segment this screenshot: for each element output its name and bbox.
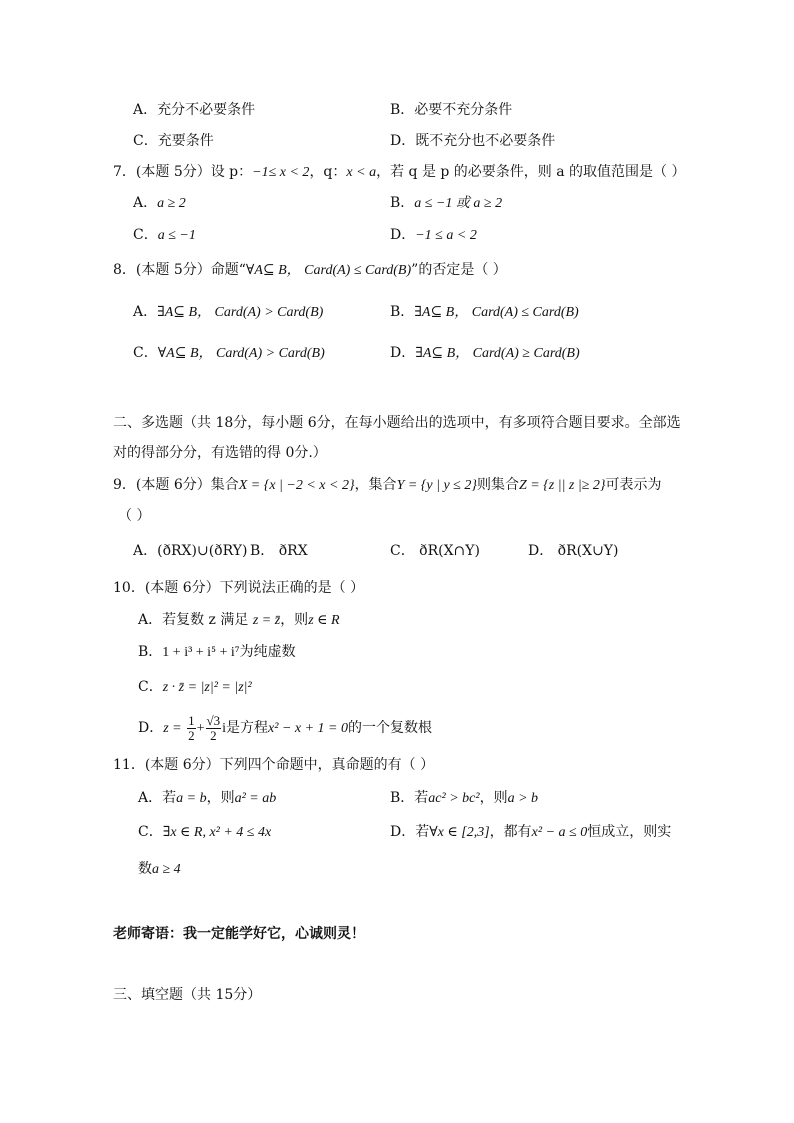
q7-option-a [133, 193, 186, 214]
fraction-one-half [187, 714, 196, 743]
q8-stem [113, 260, 507, 281]
q7-option-c [133, 225, 196, 246]
option-label: D． [390, 345, 416, 361]
q11-option-d-math-2: x² − a ≤ 0 [531, 825, 588, 840]
q11-option-b [390, 788, 538, 809]
q9-set-x: X = {x | −2 < x < 2} [238, 478, 355, 493]
q9-stem [113, 475, 662, 496]
q10-option-d-z: z = [163, 721, 182, 736]
q10-option-d-text-2: 的一个复数根 [348, 720, 432, 736]
q8-option-a [133, 302, 323, 323]
option-label: C． [138, 824, 163, 840]
q11-option-c-math: ∃x ∈ R, x² + 4 ≤ 4x [162, 825, 272, 840]
q11-option-c [138, 822, 271, 843]
q10-option-a-math: z = z̄ [252, 613, 281, 628]
q9-stem-text-3: 则集合 [476, 477, 519, 493]
q7-option-a-math: a ≥ 2 [157, 196, 186, 211]
q11-option-a-math-2: a² = ab [234, 791, 277, 806]
q11-stem: 11．(本题 6分）下列四个命题中，真命题的有（ ） [113, 757, 435, 773]
q11-option-d-text-3: 恒成立，则实 [587, 824, 672, 840]
option-label: B． [390, 304, 415, 320]
fraction-denominator: 2 [210, 727, 217, 743]
q11-option-a-text-2: ，则 [206, 790, 235, 806]
imaginary-unit: i [222, 721, 227, 736]
q9-stem-text-4: 可表示为 [605, 477, 662, 493]
q7-option-c-math: a ≤ −1 [157, 228, 196, 243]
option-label: C． [138, 679, 163, 695]
q9-stem-text: 9．(本题 6分）集合 [113, 477, 239, 493]
plus-sign: + [196, 721, 205, 736]
q7-stem [113, 162, 686, 183]
section2-heading-line1: 二、多选题（共 18分，每小题 6分，在每小题给出的选项中，有多项符合题目要求。全部选 [113, 415, 681, 431]
q9-option-b: B． ðRX [250, 543, 308, 559]
option-label: C． [133, 345, 158, 361]
q7-stem-text-3: ，若 q 是 p 的必要条件，则 a 的取值范围是（ ） [376, 164, 686, 180]
q11-option-b-math: ac² > bc² [428, 791, 480, 806]
q11-option-d-math-3: a ≥ 4 [152, 862, 181, 877]
q9-stem-text-2: ，集合 [354, 477, 397, 493]
q10-option-d-equation: x² − x + 1 = 0 [268, 721, 348, 736]
option-label: A． [133, 195, 158, 211]
q11-option-a-text: A．若 [138, 790, 177, 806]
q8-option-c [133, 343, 325, 364]
q7-option-b-math: a ≤ −1 或 a ≥ 2 [414, 196, 503, 211]
q10-option-b [138, 642, 296, 663]
q11-option-d-text-2: ，都有 [489, 824, 532, 840]
q10-option-d [138, 712, 432, 745]
q11-option-b-text-2: ，则 [479, 790, 508, 806]
section2-heading-line2: 对的得部分分，有选错的得 0分.） [113, 445, 327, 461]
q11-option-d-continued [138, 859, 181, 880]
q8-stem-text-2: ”的否定是（ ） [411, 262, 507, 278]
q10-option-a-math-2: z ∈ R [308, 613, 340, 628]
q8-option-a-math: ∃A⊆ B， Card(A) > Card(B) [157, 305, 324, 320]
q7-stem-text: 7．(本题 5分）设 p： [113, 164, 253, 180]
q9-set-y: Y = {y | y ≤ 2} [396, 478, 477, 493]
q11-option-b-math-2: a > b [507, 791, 539, 806]
q7-p-condition: −1≤ x < 2 [252, 165, 310, 180]
option-label: C． [133, 227, 158, 243]
q7-option-d [390, 225, 477, 246]
q8-option-b-math: ∃A⊆ B， Card(A) ≤ Card(B) [414, 305, 579, 320]
option-label: B． [390, 195, 415, 211]
q10-stem: 10．(本题 6分）下列说法正确的是（ ） [113, 580, 365, 596]
q6-option-a: A．充分不必要条件 [133, 102, 256, 118]
q11-option-a-math: a = b [176, 791, 207, 806]
q7-stem-text-2: ，q： [309, 164, 347, 180]
q9-answer-paren: （ ） [118, 508, 151, 524]
q8-proposition: ∀A⊆ B， Card(A) ≤ Card(B) [245, 263, 412, 278]
section3-heading: 三、填空题（共 15分） [113, 987, 262, 1003]
q8-option-b [390, 302, 579, 323]
q10-option-b-text: 为纯虚数 [239, 644, 296, 660]
q6-option-d: D．既不充分也不必要条件 [390, 133, 556, 149]
fraction-root3-half [206, 714, 222, 743]
q10-option-c-math: z · z̄ = |z|² = |z|² [162, 680, 252, 695]
q10-option-a [138, 610, 340, 631]
fraction-denominator: 2 [188, 727, 195, 743]
q9-option-a: A．(ðRX)∪(ðRY) [133, 543, 248, 559]
q11-option-b-text: B．若 [390, 790, 429, 806]
q7-option-b [390, 193, 502, 214]
q7-option-d-math: −1 ≤ a < 2 [415, 228, 477, 243]
q10-option-d-text: 是方程 [226, 720, 269, 736]
q9-set-z: Z = {z || z |≥ 2} [518, 478, 606, 493]
option-label: D． [138, 720, 164, 736]
option-label: B． [138, 644, 163, 660]
teacher-motto: 老师寄语：我一定能学好它，心诚则灵！ [113, 926, 365, 942]
q10-option-a-text: A．若复数 z 满足 [138, 612, 249, 628]
q10-option-c [138, 677, 252, 698]
q8-option-d-math: ∃A⊆ B， Card(A) ≥ Card(B) [415, 346, 580, 361]
q6-option-c: C．充要条件 [133, 133, 214, 149]
option-label: D． [390, 227, 416, 243]
q8-option-d [390, 343, 580, 364]
q11-option-d [390, 822, 671, 843]
q10-option-b-math: 1 + i³ + i⁵ + i⁷ [162, 645, 240, 660]
q8-stem-text: 8．(本题 5分）命题“ [113, 262, 246, 278]
q9-option-c: C． ðR(X∩Y) [390, 543, 480, 559]
fraction-numerator: 1 [188, 712, 195, 728]
q11-option-d-math: ∀x ∈ [2,3] [429, 825, 490, 840]
q7-q-condition: x < a [346, 165, 377, 180]
fraction-numerator: √3 [206, 712, 221, 728]
option-label: A． [133, 304, 158, 320]
q11-option-d-text: D．若 [390, 824, 430, 840]
q8-option-c-math: ∀A⊆ B， Card(A) > Card(B) [157, 346, 325, 361]
q9-option-d: D． ðR(X∪Y) [528, 543, 619, 559]
q11-option-a [138, 788, 276, 809]
q11-option-d-text-4: 数 [138, 861, 152, 877]
q6-option-b: B．必要不充分条件 [390, 102, 513, 118]
q10-option-a-text-2: ，则 [280, 612, 309, 628]
